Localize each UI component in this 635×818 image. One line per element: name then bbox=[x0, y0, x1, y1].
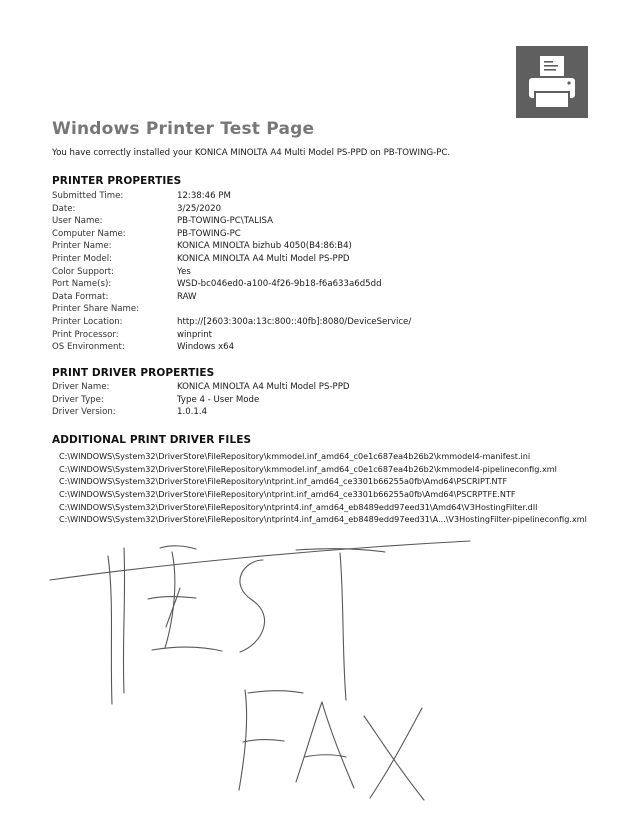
file-path: C:\WINDOWS\System32\DriverStore\FileRepository\ntprint4.inf_amd64_eb8489edd97eed31\Amd64\V3HostingFilter.dll bbox=[59, 501, 538, 512]
property-label: Driver Type: bbox=[52, 394, 104, 405]
intro-text: You have correctly installed your KONICA MINOLTA A4 Multi Model PS-PPD on PB-TOWING-PC. bbox=[52, 148, 451, 158]
property-value: WSD-bc046ed0-a100-4f26-9b18-f6a633a6d5dd bbox=[177, 279, 382, 290]
property-value: 3/25/2020 bbox=[177, 203, 222, 214]
property-label: Date: bbox=[52, 203, 76, 214]
property-value: RAW bbox=[177, 291, 197, 302]
property-value: Type 4 - User Mode bbox=[177, 394, 260, 405]
property-label: Printer Model: bbox=[52, 253, 113, 264]
file-path: C:\WINDOWS\System32\DriverStore\FileRepository\ntprint.inf_amd64_ce3301b66255a0fb\Amd64\PSCRIPT.NTF bbox=[59, 476, 508, 487]
file-path: C:\WINDOWS\System32\DriverStore\FileRepository\kmmodel.inf_amd64_c0e1c687ea4b26b2\kmmodel4-manifest.ini bbox=[59, 451, 531, 461]
property-label: Color Support: bbox=[52, 266, 115, 277]
property-value: PB-TOWING-PC\TALISA bbox=[177, 216, 273, 227]
property-label: Printer Name: bbox=[52, 241, 112, 252]
property-label: Driver Name: bbox=[52, 382, 110, 392]
file-path: C:\WINDOWS\System32\DriverStore\FileRepository\kmmodel.inf_amd64_c0e1c687ea4b26b2\kmmodel4-pipelineconfig.xml bbox=[59, 463, 557, 474]
property-label: Print Processor: bbox=[52, 329, 119, 340]
property-value: Yes bbox=[177, 266, 191, 277]
printer-properties-heading: PRINTER PROPERTIES bbox=[52, 175, 182, 187]
property-value: 12:38:46 PM bbox=[177, 191, 231, 201]
page-title: Windows Printer Test Page bbox=[52, 119, 315, 139]
property-value: KONICA MINOLTA A4 Multi Model PS-PPD bbox=[177, 382, 350, 392]
file-path: C:\WINDOWS\System32\DriverStore\FileRepository\ntprint4.inf_amd64_eb8489edd97eed31\A...\V3HostingFilter-pipelineconfig.xml bbox=[59, 514, 587, 525]
property-value: KONICA MINOLTA A4 Multi Model PS-PPD bbox=[177, 253, 350, 264]
property-label: Submitted Time: bbox=[52, 191, 124, 201]
property-label: Printer Share Name: bbox=[52, 304, 140, 315]
property-value: PB-TOWING-PC bbox=[177, 228, 241, 239]
property-value: KONICA MINOLTA bizhub 4050(B4:86:B4) bbox=[177, 241, 352, 252]
property-label: Port Name(s): bbox=[52, 279, 112, 290]
file-path: C:\WINDOWS\System32\DriverStore\FileRepository\ntprint.inf_amd64_ce3301b66255a0fb\Amd64\PSCRPTFE.NTF bbox=[59, 489, 516, 500]
property-label: OS Environment: bbox=[52, 342, 125, 353]
property-value: Windows x64 bbox=[177, 342, 235, 353]
property-label: Printer Location: bbox=[52, 316, 123, 327]
property-value: http://[2603:300a:13c:800::40fb]:8080/DeviceService/ bbox=[177, 316, 412, 327]
property-value: winprint bbox=[177, 329, 213, 340]
property-label: Driver Version: bbox=[52, 407, 116, 418]
property-label: Data Format: bbox=[52, 291, 109, 302]
property-label: User Name: bbox=[52, 216, 103, 227]
driver-files-heading: ADDITIONAL PRINT DRIVER FILES bbox=[52, 434, 252, 446]
property-value: 1.0.1.4 bbox=[177, 407, 208, 418]
property-label: Computer Name: bbox=[52, 228, 126, 239]
driver-properties-heading: PRINT DRIVER PROPERTIES bbox=[52, 367, 215, 379]
